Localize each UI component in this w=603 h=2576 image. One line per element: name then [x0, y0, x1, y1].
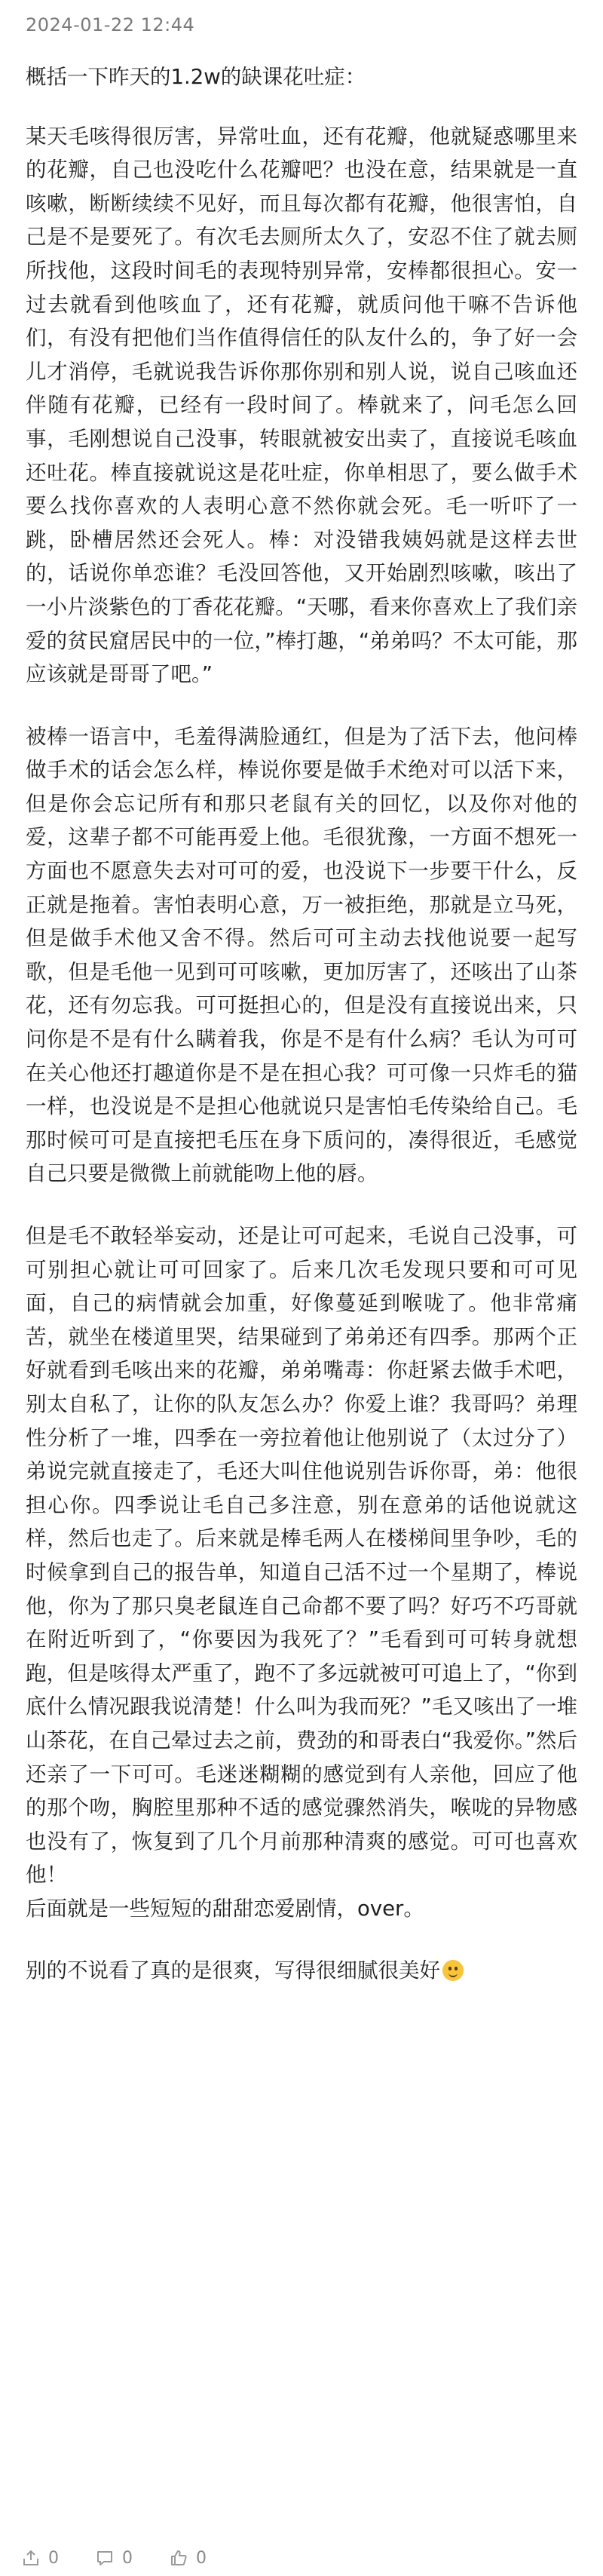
- smiling-face-icon: [442, 1960, 464, 1981]
- post-paragraph-1: 概括一下昨天的1.2w的缺课花吐症：: [26, 65, 366, 89]
- like-button[interactable]: [169, 2548, 207, 2568]
- post-paragraph-3: 被棒一语言中，毛羞得满脸通红，但是为了活下去，他问棒做手术的话会怎么样，棒说你要是做手术绝对可以活下来，但是你会忘记所有和那只老鼠有关的回忆，以及你对他的爱，这辈子都不可能再爱上他。毛很犹豫，一方面不想死一方面也不愿意失去对可可的爱，也没说下一步要干什么，反正就是拖着。害怕表明心意，万一被拒绝，那就是立马死，但是做手术他又舍不得。然后可可主动去找他说要一起写歌，但是毛他一见到可可咳嗽，更加厉害了，还咳出了山茶花，还有勿忘我。可可挺担心的，但是没有直接说出来，只问你是不是有什么瞒着我，你是不是有什么病？毛认为可可在关心他还打趣道你是不是在担心我？可可像一只炸毛的猫一样，也没说是不是担心他就说只是害怕毛传染给自己。毛那时候可可是直接把毛压在身下质问的，凑得很近，毛感觉自己只要是微微上前就能吻上他的唇。: [26, 724, 577, 1186]
- comment-button[interactable]: [95, 2548, 133, 2568]
- post-content: [26, 60, 577, 1988]
- comment-icon: [95, 2548, 115, 2568]
- share-count: 0: [48, 2548, 59, 2568]
- like-count: 0: [196, 2548, 207, 2568]
- comment-count: 0: [122, 2548, 133, 2568]
- thumbs-up-icon: [169, 2548, 188, 2568]
- post-paragraph-2: 某天毛咳得很厉害，异常吐血，还有花瓣，他就疑惑哪里来的花瓣，自己也没吃什么花瓣吧？也没在意，结果就是一直咳嗽，断断续续不见好，而且每次都有花瓣，他很害怕，自己是不是要死了。有次毛去厕所太久了，安忍不住了就去厕所找他，这段时间毛的表现特别异常，安棒都很担心。安一过去就看到他咳血了，还有花瓣，就质问他干嘛不告诉他们，有没有把他们当作值得信任的队友什么的，争了好一会儿才消停，毛就说我告诉你那你别和别人说，说自己咳血还伴随有花瓣，已经有一段时间了。棒就来了，问毛怎么回事，毛刚想说自己没事，转眼就被安出卖了，直接说毛咳血还吐花。棒直接就说这是花吐症，你单相思了，要么做手术要么找你喜欢的人表明心意不然你就会死。毛一听吓了一跳，卧槽居然还会死人。棒：对没错我姨妈就是这样去世的，话说你单恋谁？毛没回答他，又开始剧烈咳嗽，咳出了一小片淡紫色的丁香花花瓣。“天哪，看来你喜欢上了我们亲爱的贫民窟居民中的一位，”棒打趣，“弟弟吗？不太可能，那应该就是哥哥了吧。”: [26, 124, 577, 687]
- share-icon: [21, 2548, 41, 2568]
- post-closing-text: 别的不说看了真的是很爽，写得很细腻很美好: [26, 1958, 440, 1983]
- action-bar: [0, 2540, 603, 2576]
- post-paragraph-4: 但是毛不敢轻举妄动，还是让可可起来，毛说自己没事，可可别担心就让可可回家了。后来几次毛发现只要和可可见面，自己的病情就会加重，好像蔓延到喉咙了。他非常痛苦，就坐在楼道里哭，结果碰到了弟弟还有四季。那两个正好就看到毛咳出来的花瓣，弟弟嘴毒：你赶紧去做手术吧，别太自私了，让你的队友怎么办？你爱上谁？我哥吗？弟理性分析了一堆，四季在一旁拉着他让他别说了（太过分了）弟说完就直接走了，毛还大叫住他说别告诉你哥，弟：他很担心你。四季说让毛自己多注意，别在意弟的话他说就这样，然后也走了。后来就是棒毛两人在楼梯间里争吵，毛的时候拿到自己的报告单，知道自己活不过一个星期了，棒说他，你为了那只臭老鼠连自己命都不要了吗？好巧不巧哥就在附近听到了，“你要因为我死了？”毛看到可可转身就想跑，但是咳得太严重了，跑不了多远就被可可追上了，“你到底什么情况跟我说清楚！什么叫为我而死？”毛又咳出了一堆山茶花，在自己晕过去之前，费劲的和哥表白“我爱你。”然后还亲了一下可可。毛迷迷糊糊的感觉到有人亲他，回应了他的那个吻，胸腔里那种不适的感觉骤然消失，喉咙的异物感也没有了，恢复到了几个月前那种清爽的感觉。可可也喜欢他！ 后面就是一些短短的甜甜恋爱剧情，over。: [26, 1224, 577, 1921]
- post-paragraph-5: [26, 1954, 577, 1988]
- share-button[interactable]: [21, 2548, 59, 2568]
- post-timestamp: 2024-01-22 12:44: [26, 14, 195, 35]
